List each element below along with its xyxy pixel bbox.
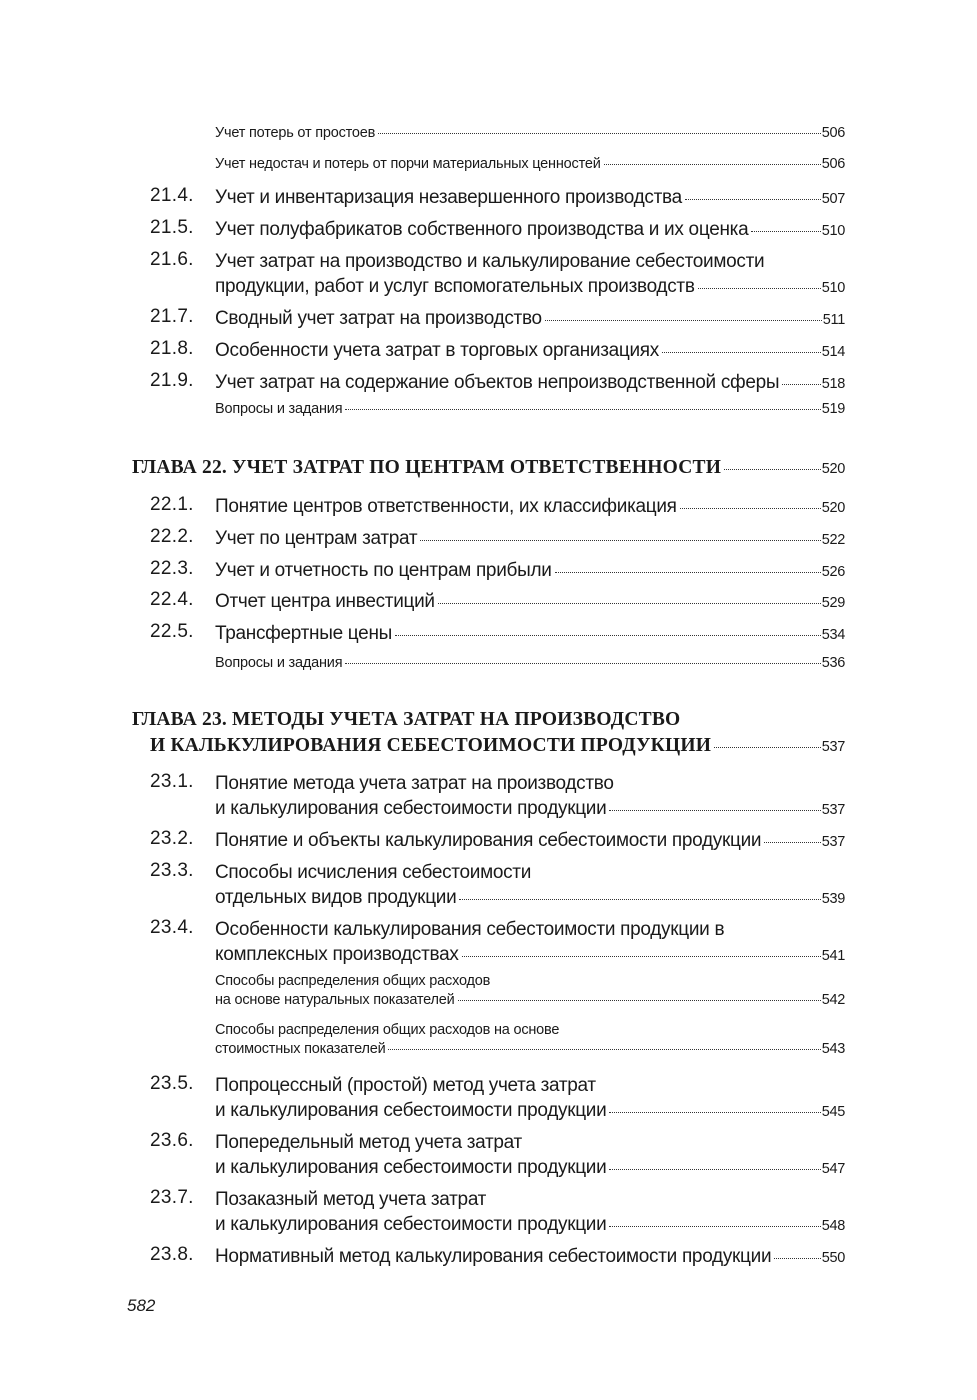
entry-title: Учет по центрам затрат (215, 528, 418, 549)
dot-leader (609, 1112, 820, 1113)
page-ref: 520 (821, 461, 845, 477)
page-ref: 529 (821, 595, 845, 611)
dot-leader (685, 199, 821, 200)
dot-leader (698, 288, 821, 289)
section-number: 22.5. (150, 621, 194, 642)
page-ref: 510 (821, 280, 845, 296)
page-number: 582 (127, 1296, 156, 1315)
entry-title-cont: и калькулирования себестоимости продукции (215, 798, 607, 819)
chapter-title: ГЛАВА 22. УЧЕТ ЗАТРАТ ПО ЦЕНТРАМ ОТВЕТСТВЕННОСТИ (132, 457, 722, 478)
chapter-heading (132, 455, 845, 482)
section-number: 21.5. (150, 217, 194, 238)
page-ref: 543 (821, 1041, 845, 1057)
entry-title: Учет затрат на производство и калькулирование себестоимости (215, 251, 765, 272)
page-ref: 537 (821, 739, 845, 755)
entry-title: Понятие и объекты калькулирования себестоимости продукции (215, 830, 762, 851)
page-ref: 518 (821, 376, 845, 392)
dot-leader (764, 842, 820, 843)
entry-title: Вопросы и задания (215, 655, 343, 671)
dot-leader (545, 320, 822, 321)
page-ref: 548 (821, 1218, 845, 1234)
dot-leader (714, 747, 821, 748)
entry-title-cont: комплексных производствах (215, 944, 459, 965)
entry-title: Особенности учета затрат в торговых организациях (215, 340, 659, 361)
section-number: 23.3. (150, 860, 194, 881)
entry-title: Трансфертные цены (215, 623, 392, 644)
dot-leader (774, 1258, 820, 1259)
page-ref: 526 (821, 564, 845, 580)
chapter-title: ГЛАВА 23. МЕТОДЫ УЧЕТА ЗАТРАТ НА ПРОИЗВОДСТВО (132, 709, 681, 730)
page-ref: 545 (821, 1104, 845, 1120)
section-number: 22.3. (150, 558, 194, 579)
section-number: 21.4. (150, 185, 194, 206)
entry-title: Вопросы и задания (215, 401, 343, 417)
dot-leader (680, 508, 821, 509)
page-ref: 534 (821, 627, 845, 643)
entry-title: Сводный учет затрат на производство (215, 308, 542, 329)
dot-leader (604, 164, 821, 165)
section-number: 23.4. (150, 917, 194, 938)
dot-leader (345, 409, 820, 410)
dot-leader (395, 635, 821, 636)
entry-title: Попроцессный (простой) метод учета затрат (215, 1075, 596, 1096)
page-ref: 547 (821, 1161, 845, 1177)
page-ref: 542 (821, 992, 845, 1008)
entry-title: Способы исчисления себестоимости (215, 862, 532, 883)
entry-title: Учет потерь от простоев (215, 125, 376, 141)
dot-leader (438, 603, 821, 604)
dot-leader (378, 133, 821, 134)
section-number: 22.1. (150, 494, 194, 515)
dot-leader (345, 663, 820, 664)
entry-title: Учет затрат на содержание объектов непроизводственной сферы (215, 372, 780, 393)
page-ref: 539 (821, 891, 845, 907)
page-ref: 522 (821, 532, 845, 548)
entry-title: Понятие метода учета затрат на производство (215, 773, 614, 794)
dot-leader (459, 899, 820, 900)
page-ref: 520 (821, 500, 845, 516)
dot-leader (724, 469, 821, 470)
entry-title: Особенности калькулирования себестоимости продукции в (215, 919, 725, 940)
section-number: 21.8. (150, 338, 194, 359)
page-ref: 507 (821, 191, 845, 207)
entry-title: Позаказный метод учета затрат (215, 1189, 487, 1210)
entry-title: Учет недостач и потерь от порчи материальных ценностей (215, 156, 601, 172)
entry-title: Учет полуфабрикатов собственного производства и их оценка (215, 219, 749, 240)
chapter-title-cont: И КАЛЬКУЛИРОВАНИЯ СЕБЕСТОИМОСТИ ПРОДУКЦИИ (150, 735, 712, 756)
section-number: 23.1. (150, 771, 194, 792)
section-number: 21.6. (150, 249, 194, 270)
page-ref: 550 (821, 1250, 845, 1266)
section-number: 23.6. (150, 1130, 194, 1151)
page-ref: 506 (821, 156, 845, 172)
dot-leader (609, 810, 820, 811)
entry-title-cont: продукции, работ и услуг вспомогательных производств (215, 276, 695, 297)
page-ref: 511 (822, 312, 845, 328)
page-ref: 514 (821, 344, 845, 360)
entry-title: Понятие центров ответственности, их классификация (215, 496, 677, 517)
entry-title: Учет и инвентаризация незавершенного производства (215, 187, 682, 208)
dot-leader (751, 231, 820, 232)
entry-title-cont: и калькулирования себестоимости продукции (215, 1214, 607, 1235)
dot-leader (555, 572, 821, 573)
entry-title-cont: отдельных видов продукции (215, 887, 457, 908)
page-ref: 536 (821, 655, 845, 671)
section-number: 22.2. (150, 526, 194, 547)
entry-title-cont: и калькулирования себестоимости продукции (215, 1100, 607, 1121)
chapter-heading (132, 707, 845, 760)
entry-title-cont: стоимостных показателей (215, 1041, 386, 1057)
entry-title: Способы распределения общих расходов (215, 973, 491, 989)
entry-title: Учет и отчетность по центрам прибыли (215, 560, 552, 581)
dot-leader (462, 956, 821, 957)
section-number: 23.2. (150, 828, 194, 849)
section-number: 23.5. (150, 1073, 194, 1094)
dot-leader (388, 1049, 820, 1050)
section-number: 22.4. (150, 589, 194, 610)
section-number: 23.7. (150, 1187, 194, 1208)
dot-leader (609, 1226, 820, 1227)
entry-title: Нормативный метод калькулирования себестоимости продукции (215, 1246, 772, 1267)
page-ref: 519 (821, 401, 845, 417)
entry-title-cont: на основе натуральных показателей (215, 992, 455, 1008)
dot-leader (782, 384, 820, 385)
dot-leader (420, 540, 820, 541)
page-ref: 541 (821, 948, 845, 964)
page-ref: 510 (821, 223, 845, 239)
page-ref: 537 (821, 834, 845, 850)
section-number: 21.7. (150, 306, 194, 327)
dot-leader (458, 1000, 821, 1001)
entry-title: Отчет центра инвестиций (215, 591, 435, 612)
page-ref: 537 (821, 802, 845, 818)
dot-leader (662, 352, 821, 353)
section-number: 21.9. (150, 370, 194, 391)
entry-title-cont: и калькулирования себестоимости продукции (215, 1157, 607, 1178)
entry-title: Способы распределения общих расходов на основе (215, 1022, 560, 1038)
page-ref: 506 (821, 125, 845, 141)
dot-leader (609, 1169, 820, 1170)
section-number: 23.8. (150, 1244, 194, 1265)
entry-title: Попередельный метод учета затрат (215, 1132, 522, 1153)
